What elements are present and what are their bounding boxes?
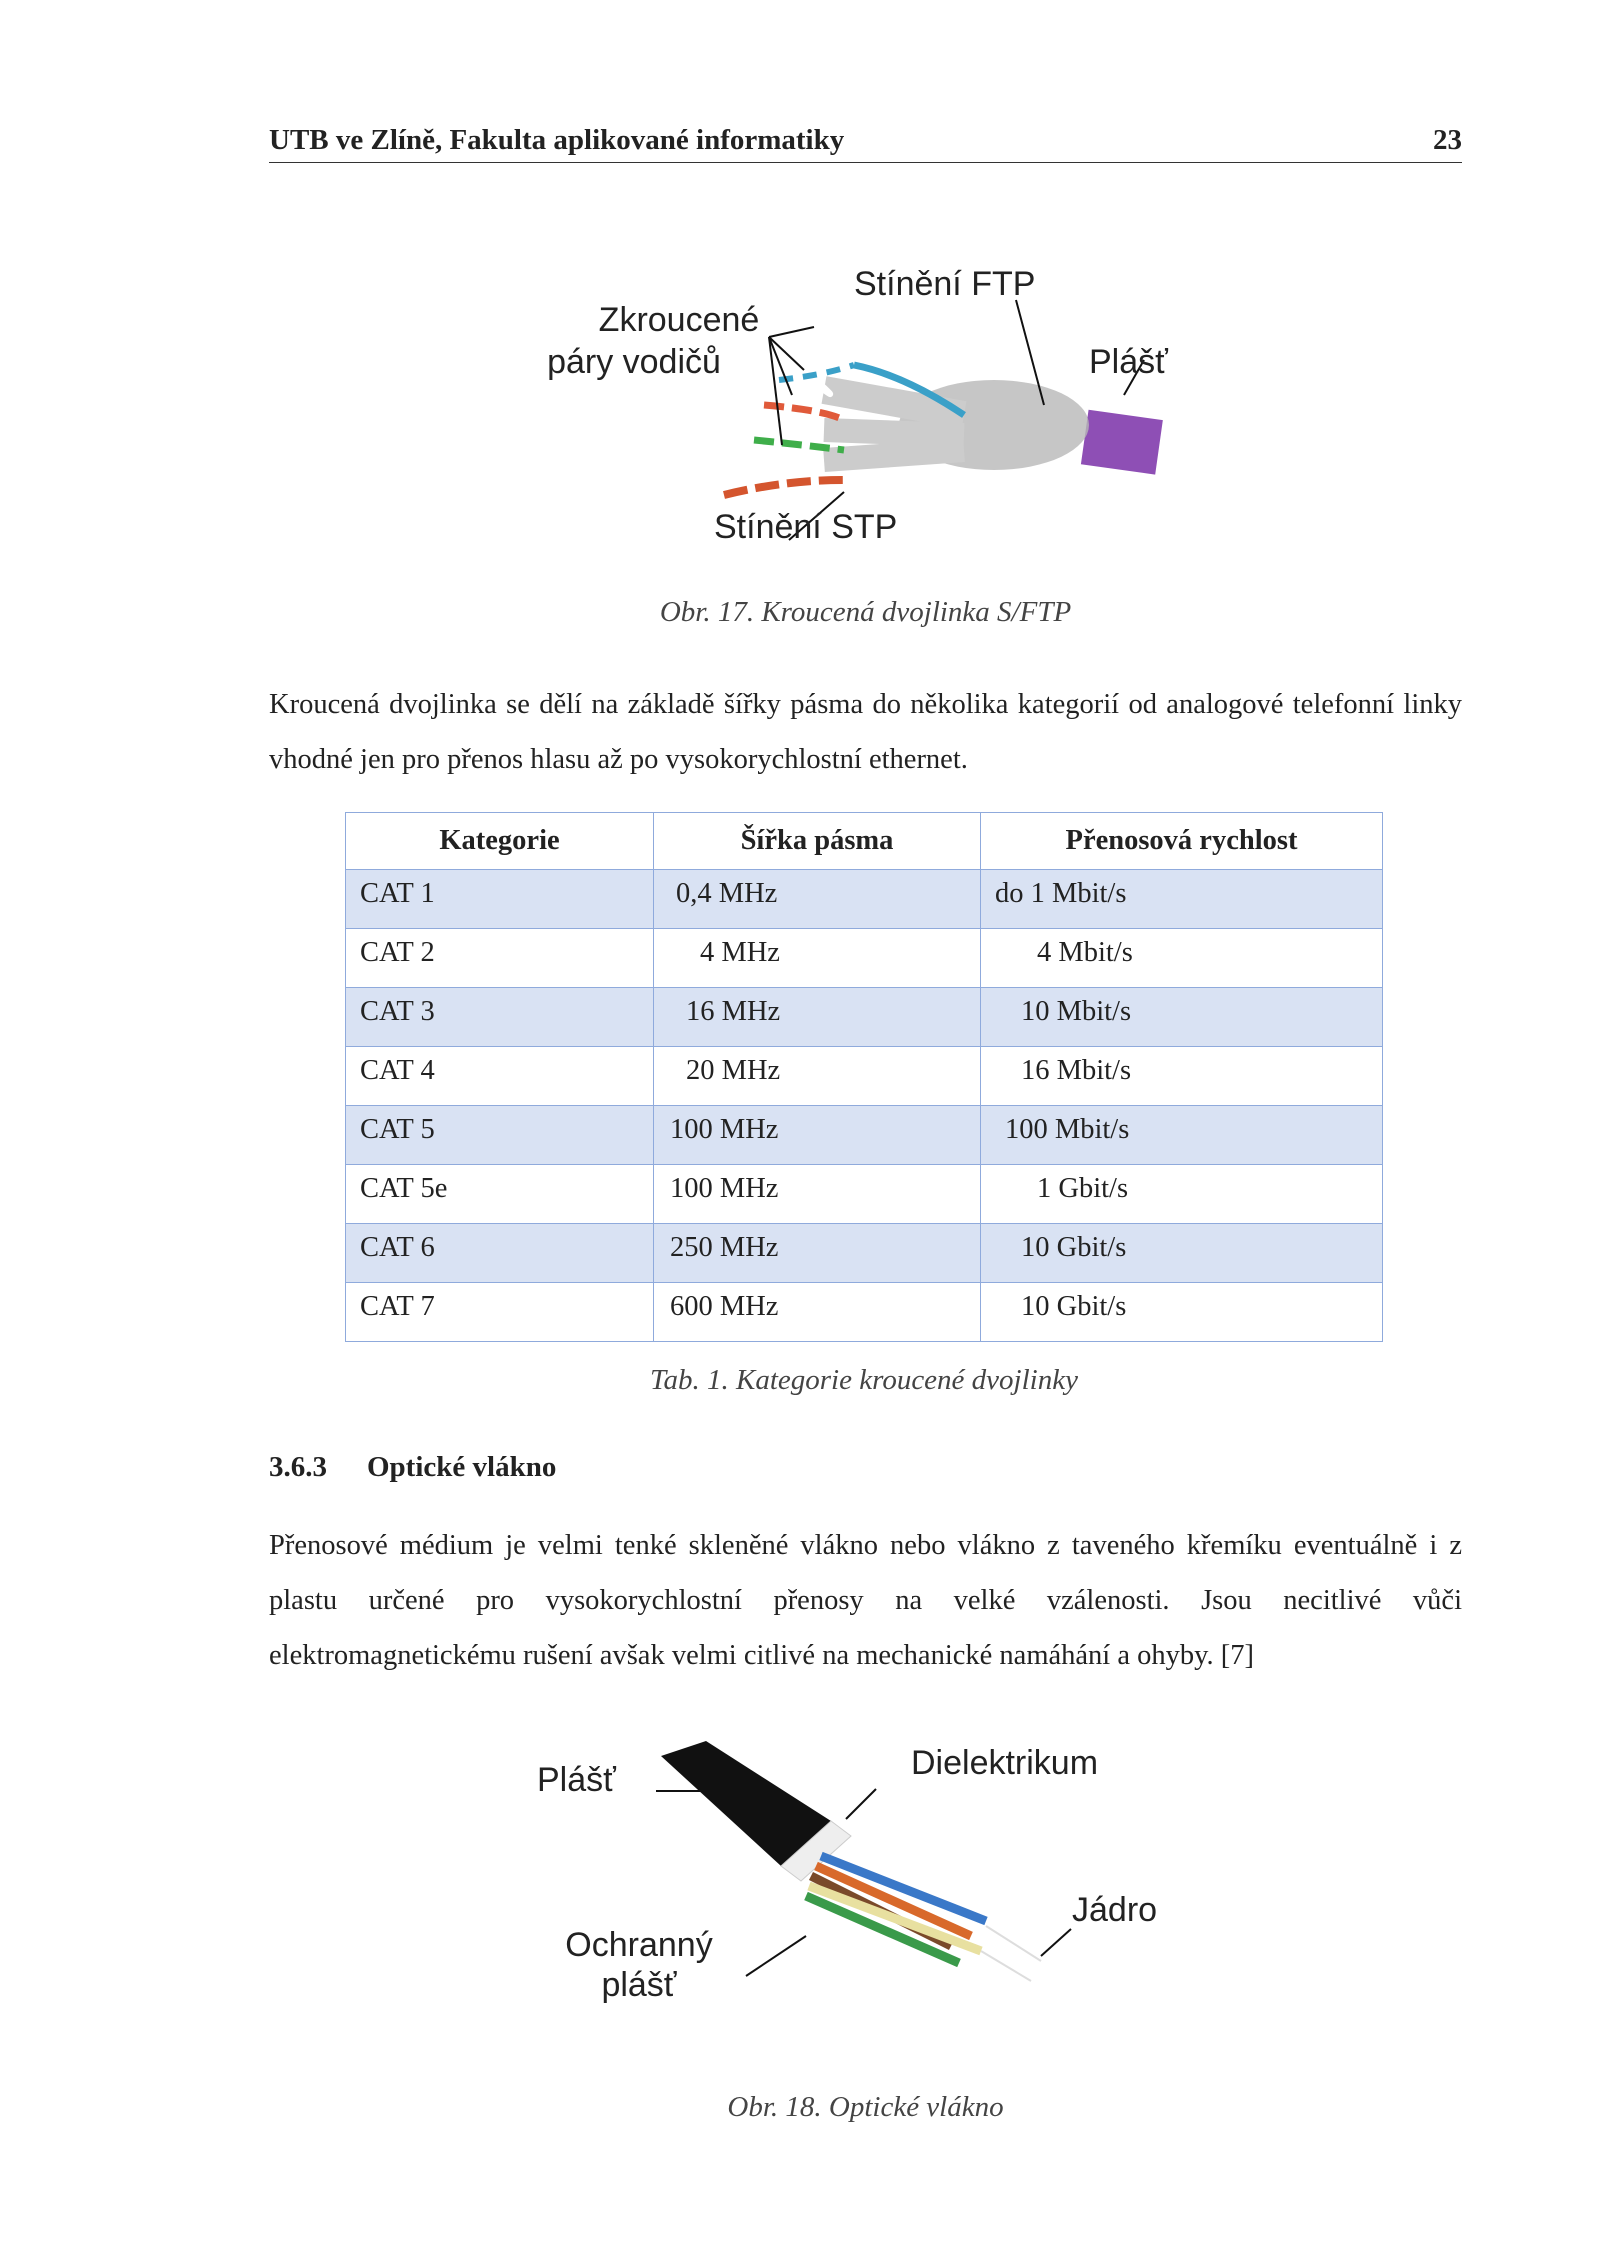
section-title: Optické vlákno (367, 1451, 557, 1483)
figure18-caption: Obr. 18. Optické vlákno (727, 2091, 1004, 2123)
label-core: Jádro (1072, 1891, 1158, 1929)
table-row (346, 988, 1383, 1047)
header-bandwidth: Šířka pásma (654, 813, 981, 870)
cell: CAT 5e (346, 1165, 654, 1224)
label-stp-shielding: Stínění STP (714, 508, 898, 546)
table-row (346, 1165, 1383, 1224)
paragraph-twisted-pair (269, 677, 1462, 787)
table-row (346, 1047, 1383, 1106)
cell: 16 MHz (654, 988, 981, 1047)
cell: CAT 4 (346, 1047, 654, 1106)
cell: CAT 5 (346, 1106, 654, 1165)
label-jacket: Plášť (537, 1761, 616, 1799)
optical-fiber-figure (531, 1731, 1191, 2041)
cell: 10 Gbit/s (981, 1224, 1383, 1283)
label-ftp-shielding: Stínění FTP (854, 265, 1036, 303)
cell: 4 Mbit/s (981, 929, 1383, 988)
cell: 10 Gbit/s (981, 1283, 1383, 1342)
paragraph-text: Přenosové médium je velmi tenké skleněné vlákno nebo vlákno z taveného křemíku eventuálně i z plastu určené pro vysokorychlostní přenosy na velké vzálenosti. Jsou necitlivé vůči elektromagnetickému rušení avšak velmi citlivé na mechanické namáhání a ohyby. [7] (269, 1530, 1462, 1671)
table-header-row (346, 813, 1383, 870)
cable-illustration (724, 365, 1163, 495)
cell: 0,4 MHz (654, 870, 981, 929)
figure17-caption: Obr. 17. Kroucená dvojlinka S/FTP (659, 596, 1072, 628)
label-twisted-pairs-1: Zkroucené (598, 301, 760, 339)
twisted-pair-cable-figure (524, 255, 1204, 555)
cell: 10 Mbit/s (981, 988, 1383, 1047)
cell: 100 Mbit/s (981, 1106, 1383, 1165)
paragraph-optical-fiber (269, 1518, 1462, 1683)
cell: do 1 Mbit/s (981, 870, 1383, 929)
section-number: 3.6.3 (269, 1451, 327, 1483)
cell: CAT 3 (346, 988, 654, 1047)
cell: 4 MHz (654, 929, 981, 988)
page-header (269, 124, 1462, 163)
cell: 100 MHz (654, 1106, 981, 1165)
header-title: UTB ve Zlíně, Fakulta aplikované informatiky (269, 124, 845, 156)
leader-lines (656, 1789, 1071, 1976)
label-jacket: Plášť (1089, 343, 1168, 381)
table-row (346, 929, 1383, 988)
cell: 1 Gbit/s (981, 1165, 1383, 1224)
section-heading (269, 1451, 556, 1484)
table-row (346, 870, 1383, 929)
header-speed: Přenosová rychlost (981, 813, 1383, 870)
cell: 600 MHz (654, 1283, 981, 1342)
cell: 20 MHz (654, 1047, 981, 1106)
cell: CAT 7 (346, 1283, 654, 1342)
cell: CAT 2 (346, 929, 654, 988)
cell: CAT 1 (346, 870, 654, 929)
table-row (346, 1283, 1383, 1342)
label-twisted-pairs-2: páry vodičů (547, 343, 721, 381)
table-row (346, 1224, 1383, 1283)
page-number: 23 (1433, 124, 1462, 156)
table-row (346, 1106, 1383, 1165)
label-cladding-2: plášť (601, 1966, 677, 2004)
label-cladding-1: Ochranný (565, 1926, 713, 1964)
table-caption: Tab. 1. Kategorie kroucené dvojlinky (650, 1364, 1078, 1396)
categories-table (345, 812, 1383, 1342)
cell: CAT 6 (346, 1224, 654, 1283)
cell: 100 MHz (654, 1165, 981, 1224)
paragraph-text: Kroucená dvojlinka se dělí na základě šířky pásma do několika kategorií od analogové telefonní linky vhodné jen pro přenos hlasu až po vysokorychlostní ethernet. (269, 689, 1462, 775)
cell: 250 MHz (654, 1224, 981, 1283)
header-category: Kategorie (346, 813, 654, 870)
label-dielectric: Dielektrikum (911, 1744, 1099, 1782)
cell: 16 Mbit/s (981, 1047, 1383, 1106)
